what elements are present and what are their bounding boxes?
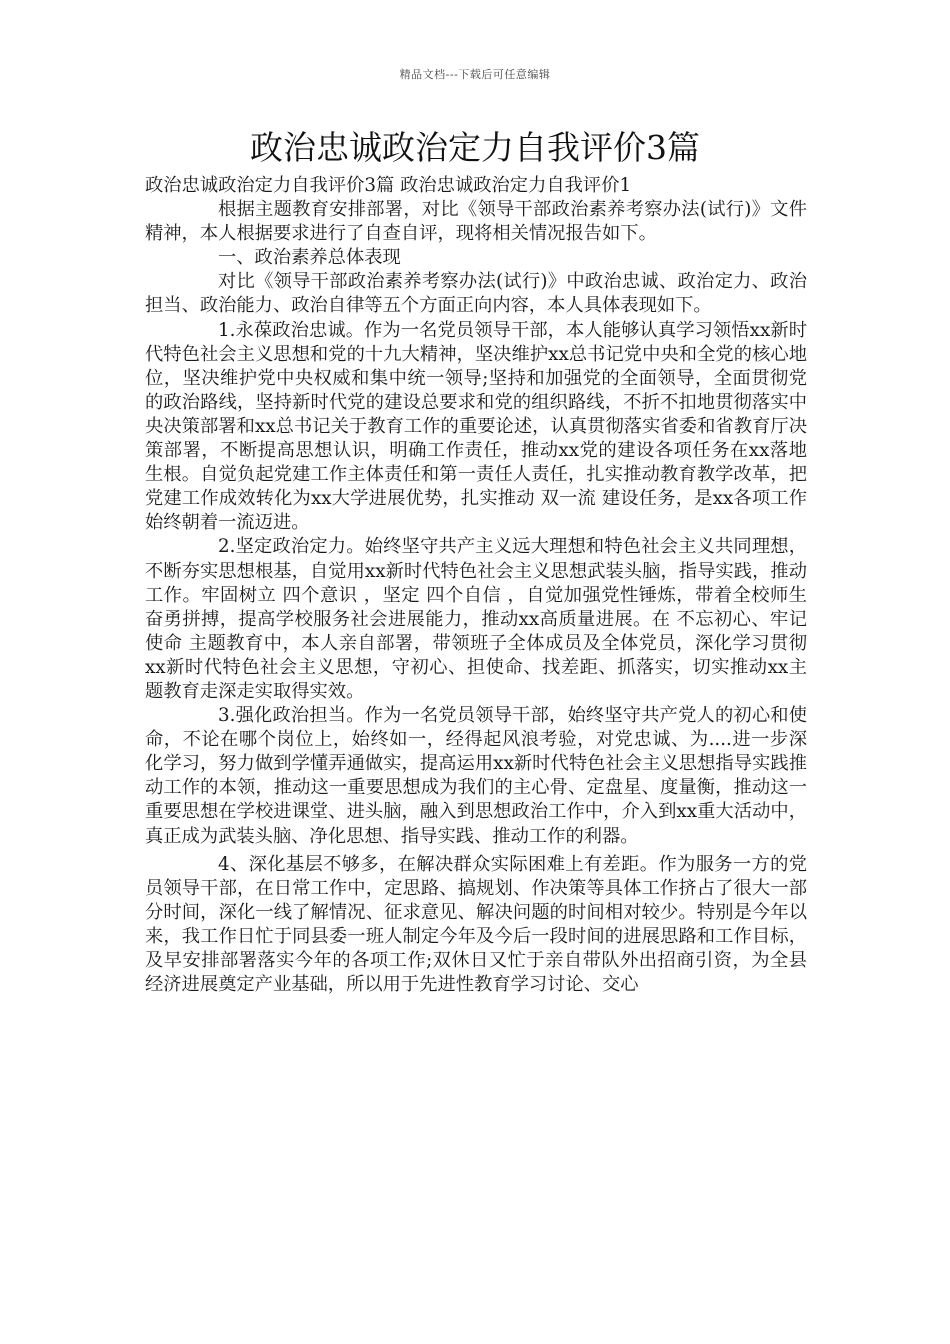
section-intro-paragraph: 对比《领导干部政治素养考察办法(试行)》中政治忠诚、政治定力、政治担当、政治能力、政治自律等五个方面正向内容，本人具体表现如下。 (145, 271, 807, 317)
item-3-paragraph: 3.强化政治担当。作为一名党员领导干部，始终坚守共产党人的初心和使命，不论在哪个岗位上，始终如一，经得起风浪考验，对党忠诚、为....进一步深化学习，努力做到学懂弄通做实，提高运用xx新时代特色社会主义思想指导实践推动工作的本领，推动这一重要思想成为我们的主心骨、定盘星、度量衡，推动这一重要思想在学校进课堂、进头脑，融入到思想政治工作中，介入到xx重大活动中，真正成为武装头脑、净化思想、指导实践、推动工作的利器。 (145, 705, 807, 847)
section-heading: 一、政治素养总体表现 (218, 247, 401, 269)
intro-paragraph: 根据主题教育安排部署，对比《领导干部政治素养考察办法(试行)》文件精神，本人根据要求进行了自查自评，现将相关情况报告如下。 (145, 199, 807, 245)
item-1-paragraph: 1.永葆政治忠诚。作为一名党员领导干部，本人能够认真学习领悟xx新时代特色社会主义思想和党的十九大精神，坚决维护xx总书记党中央和全党的核心地位，坚决维护党中央权威和集中统一领导;坚持和加强党的全面领导，全面贯彻党的政治路线，坚持新时代党的建设总要求和党的组织路线，不折不扣地贯彻落实中央决策部署和xx总书记关于教育工作的重要论述，认真贯彻落实省委和省教育厅决策部署，不断提高思想认识，明确工作责任，推动xx党的建设各项任务在xx落地生根。自觉负起党建工作主体责任和第一责任人责任，扎实推动教育教学改革，把党建工作成效转化为xx大学进展优势，扎实推动 双一流 建设任务，是xx各项工作始终朝着一流迈进。 (145, 319, 807, 534)
item-2-paragraph: 2.坚定政治定力。始终坚守共产主义远大理想和特色社会主义共同理想，不断夯实思想根基，自觉用xx新时代特色社会主义思想武装头脑，指导实践，推动工作。牢固树立 四个意识 ，坚定 四个自信 ，自觉加强党性锤炼，带着全校师生奋勇拼搏，提高学校服务社会进展能力，推动xx高质量进展。在 不忘初心、牢记使命 主题教育中，本人亲自部署，带领班子全体成员及全体党员，深化学习贯彻xx新时代特色社会主义思想，守初心、担使命、找差距、抓落实，切实推动xx主题教育走深走实取得实效。 (145, 536, 807, 702)
item-4-paragraph: 4、深化基层不够多，在解决群众实际困难上有差距。作为服务一方的党员领导干部，在日常工作中，定思路、搞规划、作决策等具体工作挤占了很大一部分时间，深化一线了解情况、征求意见、解决问题的时间相对较少。特别是今年以来，我工作日忙于同县委一班人制定今年及今后一段时间的进展思路和工作目标，及早安排部署落实今年的各项工作;双休日又忙于亲自带队外出招商引资，为全县经济进展奠定产业基础，所以用于先进性教育学习讨论、交心 (145, 853, 807, 996)
header-note: 精品文档---下载后可任意编辑 (399, 68, 551, 81)
document-body (145, 174, 807, 997)
subtitle-line: 政治忠诚政治定力自我评价3篇 政治忠诚政治定力自我评价1 (145, 175, 632, 196)
document-title: 政治忠诚政治定力自我评价3篇 (250, 128, 700, 167)
